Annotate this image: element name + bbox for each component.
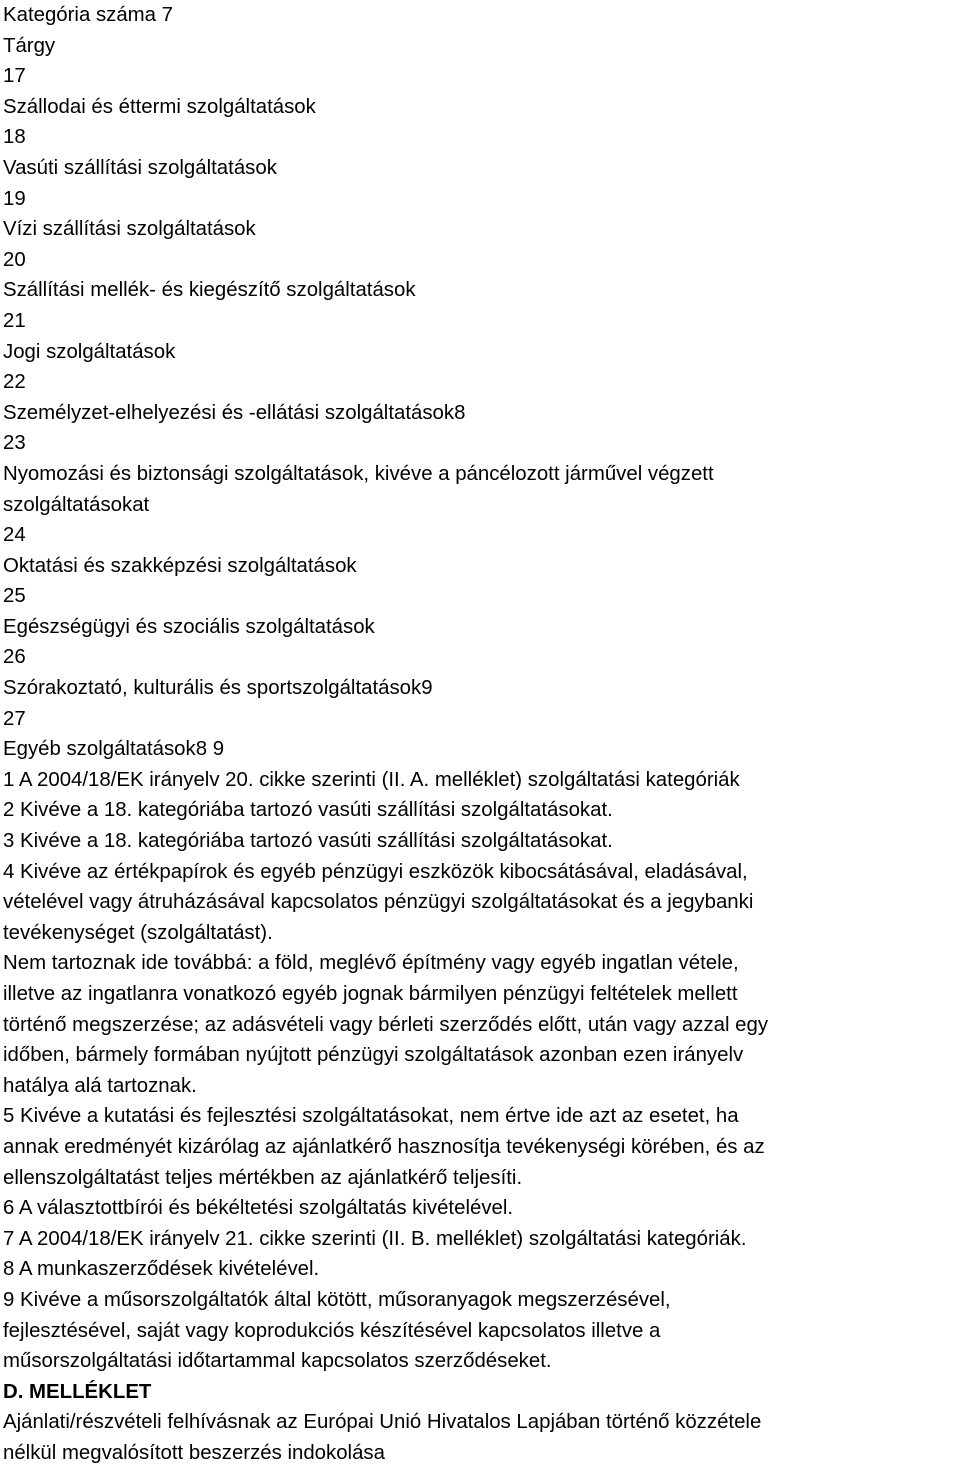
footnote-5-line: annak eredményét kizárólag az ajánlatkérő hasznosítja tevékenységi körében, és az [3, 1135, 765, 1158]
category-name: Vízi szállítási szolgáltatások [3, 218, 256, 241]
footnote-4 [3, 857, 958, 949]
category-number: 24 [3, 524, 26, 547]
category-number: 20 [3, 248, 26, 271]
category-name: Vasúti szállítási szolgáltatások [3, 156, 277, 179]
footnote-4-line: tevékenységet (szolgáltatást). [3, 921, 273, 944]
category-number: 23 [3, 432, 26, 455]
category-name: Egyéb szolgáltatások8 9 [3, 738, 225, 761]
category-number: 27 [3, 707, 26, 730]
footnote-2: 2 Kivéve a 18. kategóriába tartozó vasúti szállítási szolgáltatásokat. [3, 799, 613, 822]
footnote-3: 3 Kivéve a 18. kategóriába tartozó vasúti szállítási szolgáltatásokat. [3, 830, 613, 853]
footnote-9 [3, 1285, 958, 1377]
category-name: Személyzet-elhelyezési és -ellátási szolgáltatások8 [3, 401, 466, 424]
subject-label: Tárgy [3, 34, 56, 57]
footnote-7: 7 A 2004/18/EK irányelv 21. cikke szerinti (II. B. melléklet) szolgáltatási kategóriák. [3, 1227, 747, 1250]
category-name: Nyomozási és biztonsági szolgáltatások, kivéve a páncélozott járművel végzett [3, 462, 714, 485]
footnote-5-line: 5 Kivéve a kutatási és fejlesztési szolgáltatásokat, nem értve ide azt az esetet, ha [3, 1105, 739, 1128]
category-number: 22 [3, 371, 26, 394]
category-number: 17 [3, 65, 26, 88]
category-name: Szállítási mellék- és kiegészítő szolgáltatások [3, 279, 416, 302]
category-number: 19 [3, 187, 26, 210]
footnote-4-continuation-line: Nem tartoznak ide továbbá: a föld, meglévő építmény vagy egyéb ingatlan vétele, [3, 952, 739, 975]
footnote-6: 6 A választottbírói és békéltetési szolgáltatás kivételével. [3, 1197, 514, 1220]
footnote-5 [3, 1101, 958, 1193]
category-number: 18 [3, 126, 26, 149]
category-name: Egészségügyi és szociális szolgáltatások [3, 615, 375, 638]
footnote-9-line: fejlesztésével, saját vagy koprodukciós készítésével kapcsolatos illetve a [3, 1319, 661, 1342]
footnote-4-continuation [3, 948, 958, 1101]
footnote-1: 1 A 2004/18/EK irányelv 20. cikke szerinti (II. A. melléklet) szolgáltatási kategóriák [3, 768, 740, 791]
annex-text [3, 1407, 958, 1468]
footnote-4-continuation-line: hatálya alá tartoznak. [3, 1074, 197, 1097]
footnote-5-line: ellenszolgáltatást teljes mértékben az ajánlatkérő teljesíti. [3, 1166, 523, 1189]
footnote-4-continuation-line: történő megszerzése; az adásvételi vagy bérleti szerződés előtt, után vagy azzal egy [3, 1013, 769, 1036]
annex-text-line: nélkül megvalósított beszerzés indokolása [3, 1441, 385, 1464]
footnote-4-continuation-line: időben, bármely formában nyújtott pénzügyi szolgáltatások azonban ezen irányelv [3, 1044, 744, 1067]
footnote-4-line: 4 Kivéve az értékpapírok és egyéb pénzügyi eszközök kibocsátásával, eladásával, [3, 860, 748, 883]
footnote-9-line: műsorszolgáltatási időtartammal kapcsolatos szerződéseket. [3, 1350, 552, 1373]
footnote-9-line: 9 Kivéve a műsorszolgáltatók által kötött, műsoranyagok megszerzésével, [3, 1288, 671, 1311]
category-number: 25 [3, 585, 26, 608]
category-number-label: Kategória száma 7 [3, 4, 174, 26]
category-number: 26 [3, 646, 26, 669]
footnote-4-continuation-line: illetve az ingatlanra vonatkozó egyéb jognak bármilyen pénzügyi feltételek mellett [3, 983, 738, 1005]
annex-title: D. MELLÉKLET [3, 1380, 152, 1403]
footnote-8: 8 A munkaszerződések kivételével. [3, 1258, 320, 1281]
category-name: Szállodai és éttermi szolgáltatások [3, 95, 316, 118]
annex-text-line: Ajánlati/részvételi felhívásnak az Európai Unió Hivatalos Lapjában történő közzétele [3, 1411, 762, 1434]
category-name: Jogi szolgáltatások [3, 340, 176, 363]
footnote-4-line: vételével vagy átruházásával kapcsolatos pénzügyi szolgáltatásokat és a jegybanki [3, 891, 754, 914]
document-page [3, 0, 958, 1469]
category-name: Oktatási és szakképzési szolgáltatások [3, 554, 357, 577]
category-name-continued: szolgáltatásokat [3, 493, 150, 516]
category-number: 21 [3, 309, 26, 332]
category-name: Szórakoztató, kulturális és sportszolgáltatások9 [3, 677, 433, 700]
